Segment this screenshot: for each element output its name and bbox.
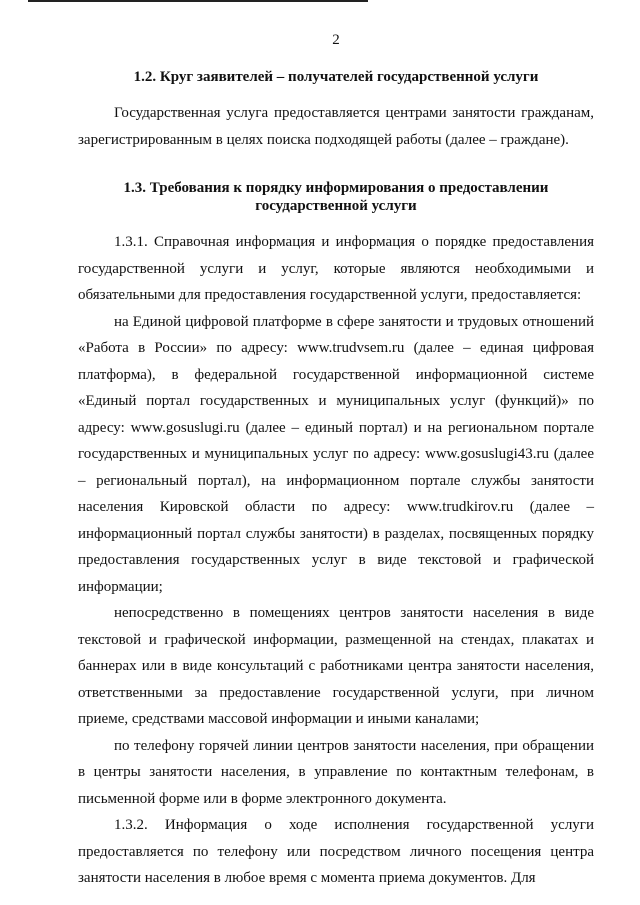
paragraph-phone: по телефону горячей линии центров занятости населения, при обращении в центры занятости населения, в управление по контактным телефонам, в письменной форме или в форме электронного документа. — [78, 737, 594, 807]
paragraph-1-3-2: 1.3.2. Информация о ходе исполнения государственной услуги предоставляется по телефону или посредством личного посещения центра занятости населения в любое время с момента приема документов. Для — [78, 817, 594, 886]
top-rule — [28, 0, 368, 2]
section-1-2-paragraph: Государственная услуга предоставляется центрами занятости гражданам, зарегистрированным в целях поиска подходящей работы (далее – граждане). — [78, 105, 594, 148]
paragraph-1-3-1: 1.3.1. Справочная информация и информация о порядке предоставления государственной услуги и услуг, которые являются необходимыми и обязательными для предоставления государственной услуги, предоставляется: — [78, 234, 594, 303]
paragraph-online-portals: на Единой цифровой платформе в сфере занятости и трудовых отношений «Работа в России» по адресу: www.trudvsem.ru (далее – единая цифровая платформа), в федеральной государственной информационной системе «Единый портал государственных и муниципальных услуг (функций)» по адресу: www.gosuslugi.ru (далее – единый портал) и на региональном портале государственных и муниципальных услуг по адресу: www.gosuslugi43.ru (далее – региональный портал), на информационном портале службы занятости населения Кировской области по адресу: www.trudkirov.ru (далее – информационный портал службы занятости) в разделах, посвященных порядку предоставления государственных услуг в виде текстовой и графической информации; — [78, 313, 594, 595]
section-heading-1-3: 1.3. Требования к порядку информирования о предоставлении государственной услуги — [123, 180, 549, 214]
document-page — [78, 30, 594, 892]
paragraph-in-person: непосредственно в помещениях центров занятости населения в виде текстовой и графической информации, размещенной на стендах, плакатах и баннерах или в виде консультаций с работниками центра занятости населения, ответственными за предоставление государственной услуги, при личном приеме, средствами массовой информации и иными каналами; — [78, 605, 594, 727]
section-heading-1-2: 1.2. Круг заявителей – получателей государственной услуги — [133, 69, 539, 85]
page-number: 2 — [332, 32, 340, 48]
